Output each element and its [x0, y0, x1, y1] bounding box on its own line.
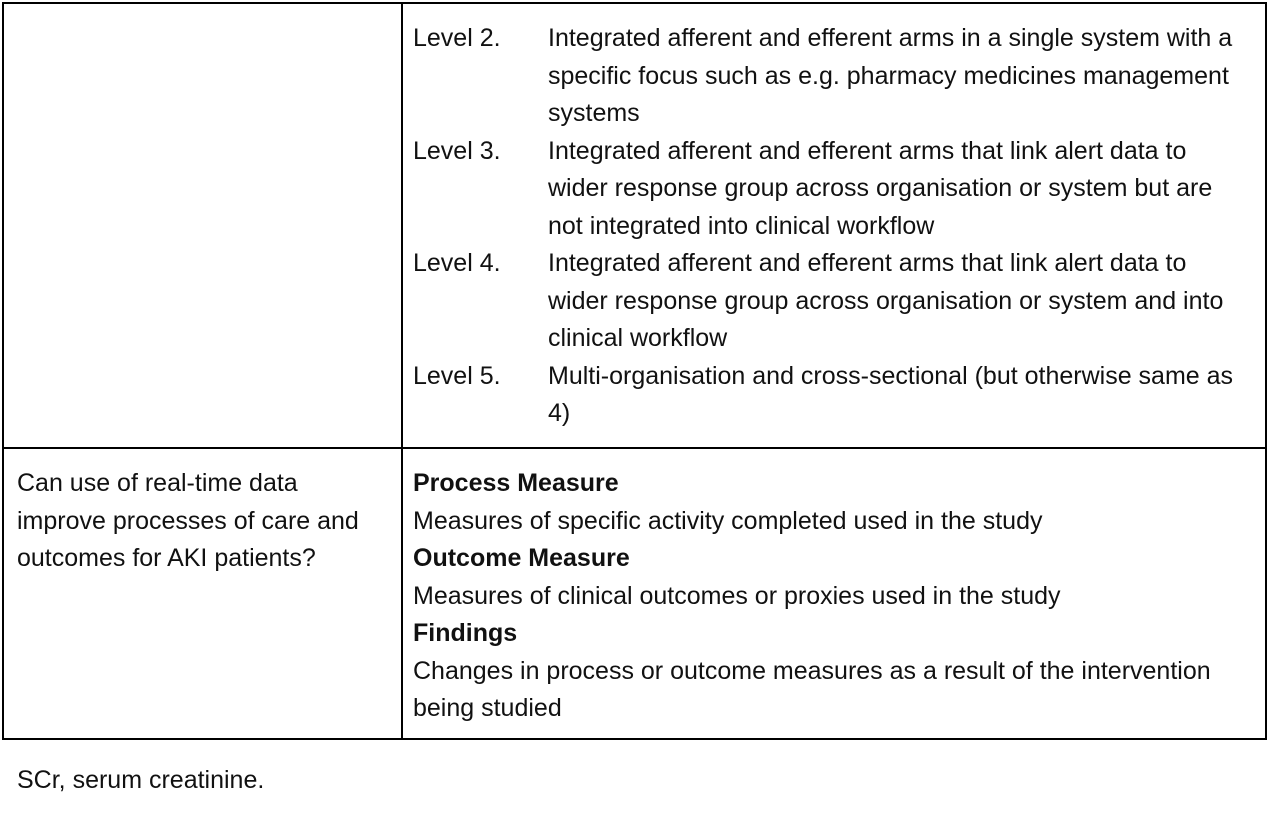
outcome-measure-description: Measures of clinical outcomes or proxies used in the study [413, 581, 1061, 610]
level-label: Level 2. [413, 24, 501, 52]
research-question: Can use of real-time data improve processes of care and outcomes for AKI patients? [17, 469, 359, 572]
level-description: Integrated afferent and efferent arms that link alert data to wider response group across organisation or system and into clinical workflow [548, 249, 1224, 352]
findings-description: Changes in process or outcome measures as a result of the intervention being studied [413, 656, 1211, 722]
row-divider [4, 447, 1265, 449]
process-measure-heading: Process Measure [413, 469, 619, 497]
level-item [413, 20, 1263, 133]
level-item [413, 245, 1263, 358]
outcome-measure-heading: Outcome Measure [413, 544, 630, 572]
column-divider [401, 4, 403, 738]
table-footnote: SCr, serum creatinine. [17, 766, 265, 794]
level-label: Level 3. [413, 136, 501, 165]
level-description: Integrated afferent and efferent arms that link alert data to wider response group across organisation or system but are not integrated into clinical workflow [548, 136, 1213, 240]
level-description: Integrated afferent and efferent arms in a single system with a specific focus such as e.g. pharmacy medicines management systems [548, 24, 1233, 127]
integration-levels-list [413, 20, 1263, 433]
measures-list [413, 465, 1253, 728]
level-label: Level 5. [413, 361, 501, 390]
findings-heading: Findings [413, 619, 518, 647]
process-measure-description: Measures of specific activity completed used in the study [413, 506, 1043, 535]
level-item [413, 358, 1263, 433]
level-description: Multi-organisation and cross-sectional (but otherwise same as 4) [548, 361, 1234, 427]
level-label: Level 4. [413, 249, 501, 277]
level-item [413, 133, 1263, 246]
